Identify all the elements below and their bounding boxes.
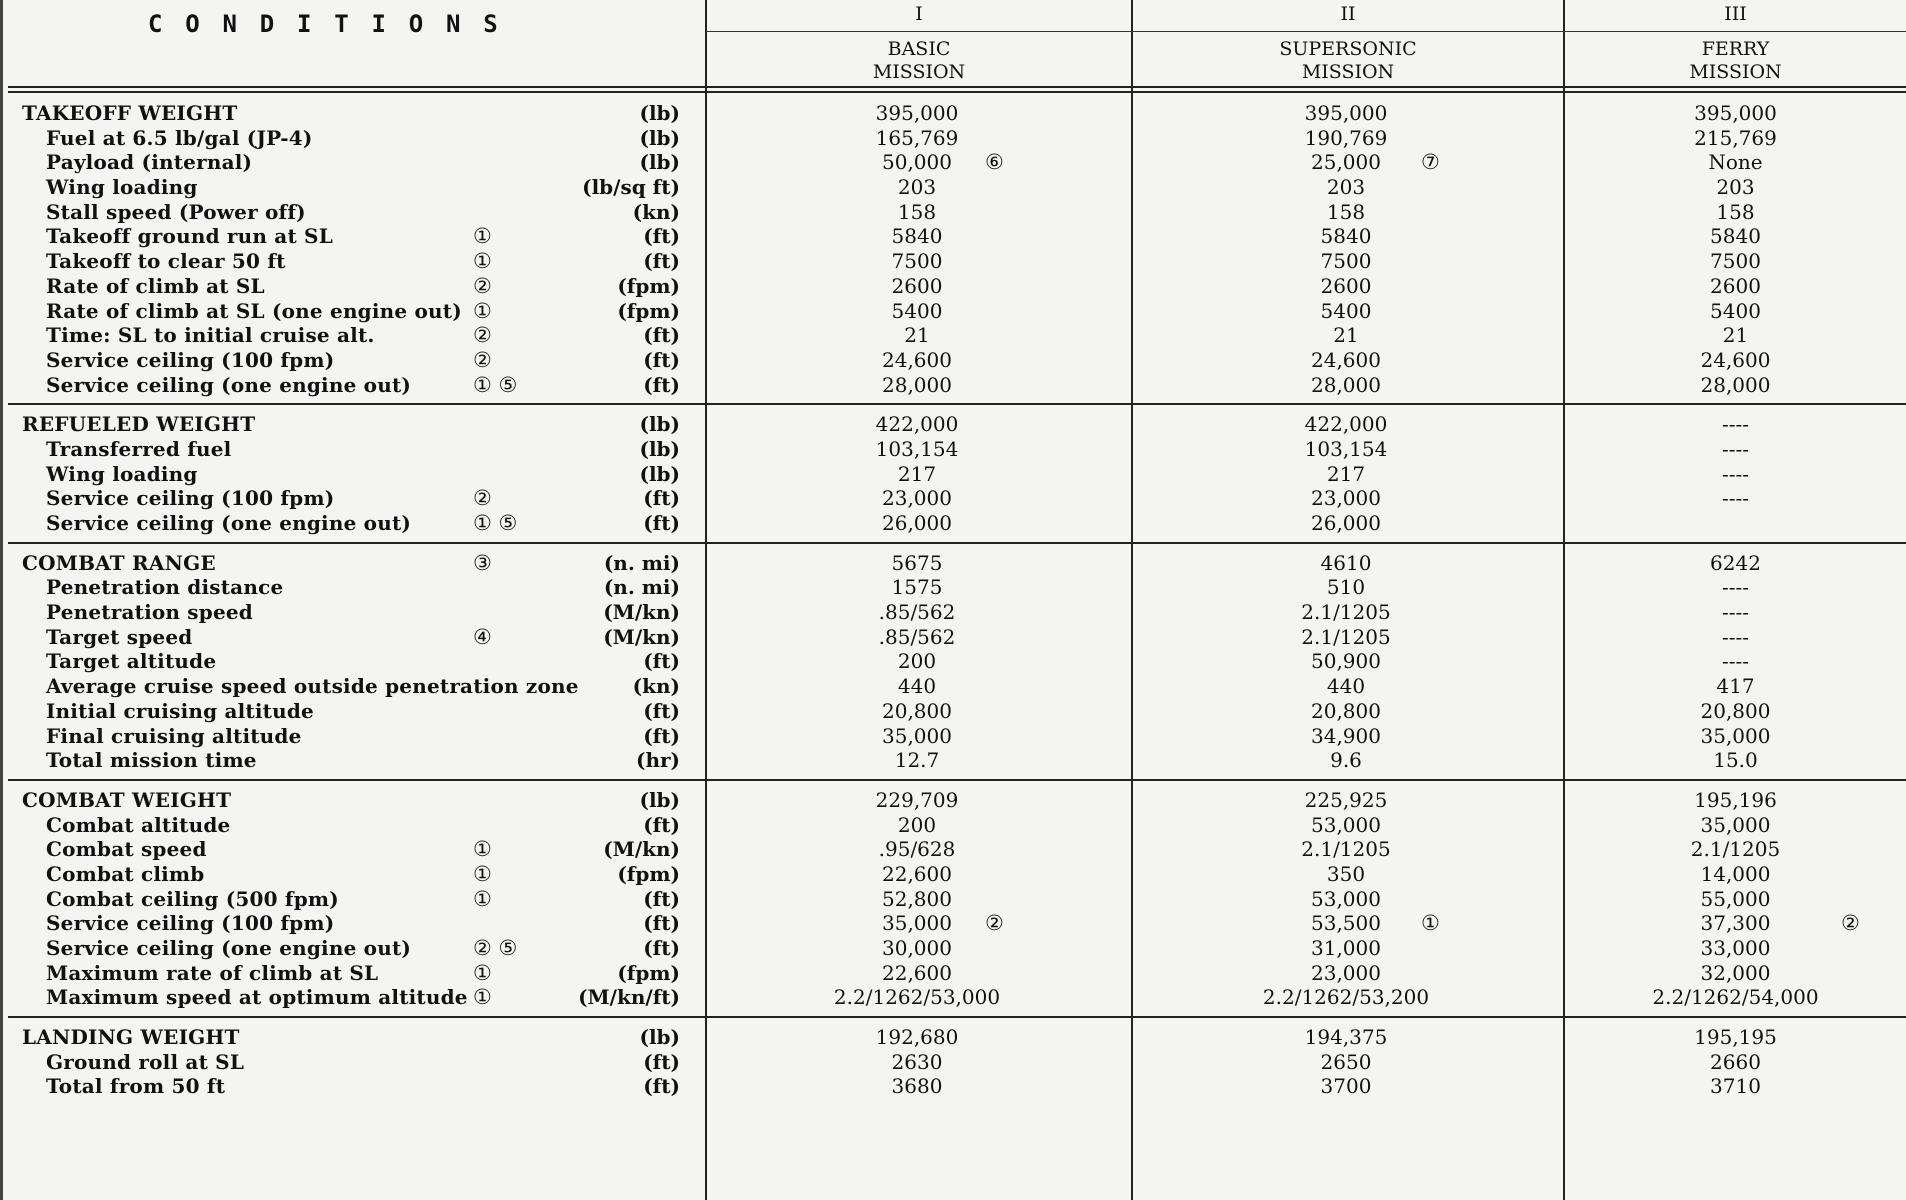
value-basic: 5675 (891, 550, 943, 575)
row-label: Target altitude (46, 649, 217, 674)
value-basic: 12.7 (894, 748, 940, 773)
value-basic: .95/628 (878, 837, 956, 862)
value-basic: 23,000 (882, 486, 952, 511)
row-unit: (lb/sq ft) (582, 175, 680, 200)
row-label: Service ceiling (100 fpm) (46, 911, 335, 936)
section-heading-row (0, 551, 1906, 576)
column-header-ferry (1565, 0, 1906, 88)
value-ferry: 195,195 (1694, 1025, 1777, 1050)
value-ferry: ---- (1721, 436, 1750, 461)
value-supersonic: 217 (1326, 461, 1366, 486)
value-basic: 30,000 (882, 936, 952, 960)
table-row (0, 437, 1906, 462)
value-basic: 50,000 (882, 150, 952, 175)
row-unit: (lb) (639, 787, 680, 812)
value-ferry: 2.1/1205 (1690, 837, 1781, 862)
row-label: Rate of climb at SL (46, 273, 265, 298)
value-ferry: ---- (1721, 649, 1750, 674)
value-footnote-basic: ⑥ (985, 150, 1004, 175)
table-row (0, 985, 1906, 1010)
value-basic: 2630 (891, 1049, 943, 1074)
table-body (0, 93, 1906, 1105)
row-unit: (kn) (632, 199, 680, 224)
value-ferry: 28,000 (1700, 372, 1771, 397)
value-basic: 192,680 (875, 1025, 959, 1050)
value-footnote-supersonic: ① (1421, 911, 1440, 936)
row-unit: (fpm) (617, 861, 680, 886)
value-supersonic: 5400 (1320, 298, 1372, 323)
value-basic: 24,600 (882, 347, 952, 372)
table-row (0, 274, 1906, 299)
row-unit: (fpm) (617, 298, 680, 323)
table-row (0, 887, 1906, 912)
value-supersonic: 34,900 (1311, 723, 1381, 748)
footnote-markers: ① (473, 224, 492, 249)
row-label: Service ceiling (one engine out) (46, 936, 412, 960)
value-supersonic: 9.6 (1330, 748, 1362, 773)
value-supersonic: 53,500 (1311, 911, 1381, 936)
value-basic: 217 (897, 461, 937, 486)
row-unit: (ft) (643, 911, 680, 936)
value-basic: 35,000 (882, 911, 952, 936)
value-supersonic: 5840 (1320, 224, 1372, 249)
value-basic: 22,600 (882, 960, 952, 985)
table-section (0, 1018, 1906, 1105)
value-supersonic: 225,925 (1304, 787, 1388, 812)
footnote-markers: ② (473, 486, 492, 511)
value-footnote-supersonic: ⑦ (1421, 150, 1440, 175)
value-supersonic: 23,000 (1311, 960, 1381, 985)
row-label: Maximum rate of climb at SL (46, 960, 379, 985)
column-numeral: II (1340, 3, 1356, 25)
row-unit: (ft) (643, 372, 680, 397)
value-ferry: 15.0 (1713, 748, 1758, 773)
table-row (0, 600, 1906, 625)
value-ferry: 2.2/1262/54,000 (1652, 985, 1819, 1010)
value-ferry: 35,000 (1700, 812, 1771, 837)
row-unit: (lb) (639, 1025, 680, 1050)
footnote-markers: ① (473, 960, 492, 985)
value-supersonic: 2.1/1205 (1301, 837, 1391, 862)
value-basic: 200 (897, 649, 937, 674)
value-supersonic: 28,000 (1311, 372, 1381, 397)
value-basic: .85/562 (878, 600, 956, 625)
table-row (0, 150, 1906, 175)
value-supersonic: 23,000 (1311, 486, 1381, 511)
value-supersonic: 158 (1326, 199, 1366, 224)
footnote-markers: ① (473, 249, 492, 274)
value-ferry: 203 (1716, 175, 1755, 200)
row-unit: (n. mi) (603, 550, 680, 575)
table-row (0, 724, 1906, 749)
value-basic: .85/562 (878, 624, 956, 649)
row-label: Wing loading (46, 461, 198, 486)
row-label: Penetration distance (46, 575, 284, 600)
value-ferry: ---- (1721, 486, 1750, 511)
value-supersonic: 26,000 (1311, 511, 1381, 535)
row-label: Takeoff to clear 50 ft (46, 249, 286, 274)
row-label: Final cruising altitude (46, 723, 302, 748)
value-ferry: 55,000 (1700, 886, 1771, 911)
table-row (0, 1050, 1906, 1075)
value-footnote-basic: ② (985, 911, 1004, 936)
value-ferry: ---- (1721, 575, 1750, 600)
row-unit: (kn) (632, 674, 680, 699)
row-label: Initial cruising altitude (46, 698, 314, 723)
column-numeral: I (915, 3, 923, 25)
value-ferry: 32,000 (1700, 960, 1771, 985)
table-row (0, 486, 1906, 511)
table-row (0, 813, 1906, 838)
row-label: Rate of climb at SL (one engine out) (46, 298, 462, 323)
table-row (0, 649, 1906, 674)
value-basic: 22,600 (882, 861, 952, 886)
row-label: Service ceiling (one engine out) (46, 511, 412, 535)
value-ferry: 2660 (1710, 1049, 1761, 1074)
value-supersonic: 203 (1326, 175, 1366, 200)
value-supersonic: 21 (1333, 323, 1359, 348)
table-row (0, 961, 1906, 986)
value-supersonic: 2650 (1320, 1049, 1372, 1074)
footnote-markers: ① (473, 298, 492, 323)
value-ferry: 6242 (1710, 550, 1761, 575)
table-row (0, 748, 1906, 773)
table-row (0, 1074, 1906, 1099)
row-label: COMBAT RANGE (22, 550, 216, 575)
value-supersonic: 7500 (1320, 249, 1372, 274)
row-unit: (ft) (643, 347, 680, 372)
value-ferry: 417 (1716, 674, 1755, 699)
row-unit: (ft) (643, 323, 680, 348)
value-ferry: None (1708, 150, 1763, 175)
value-supersonic: 422,000 (1304, 412, 1388, 437)
row-unit: (ft) (643, 723, 680, 748)
value-supersonic: 24,600 (1311, 347, 1381, 372)
row-label: Wing loading (46, 175, 198, 200)
table-row (0, 837, 1906, 862)
row-unit: (M/kn) (603, 624, 680, 649)
row-unit: (fpm) (617, 273, 680, 298)
value-basic: 5840 (891, 224, 943, 249)
value-basic: 21 (904, 323, 930, 348)
column-header-supersonic (1133, 0, 1563, 88)
value-supersonic: 395,000 (1304, 101, 1388, 125)
row-unit: (lb) (639, 461, 680, 486)
value-ferry: 21 (1722, 323, 1749, 348)
table-row (0, 575, 1906, 600)
row-label: Maximum speed at optimum altitude (46, 985, 468, 1010)
table-row (0, 200, 1906, 225)
row-label: Combat climb (46, 861, 205, 886)
value-ferry: 215,769 (1694, 125, 1777, 150)
value-supersonic: 2.2/1262/53,200 (1262, 985, 1430, 1010)
row-label: Fuel at 6.5 lb/gal (JP-4) (46, 125, 313, 150)
footnote-markers: ② (473, 273, 492, 298)
value-ferry: 2600 (1710, 273, 1761, 298)
table-row (0, 126, 1906, 151)
value-basic: 203 (897, 175, 937, 200)
row-unit: (M/kn) (603, 600, 680, 625)
row-unit: (lb) (639, 101, 680, 125)
row-label: Time: SL to initial cruise alt. (46, 323, 375, 348)
value-supersonic: 2.1/1205 (1301, 600, 1391, 625)
value-basic: 229,709 (875, 787, 959, 812)
value-supersonic: 440 (1326, 674, 1366, 699)
row-unit: (ft) (643, 511, 680, 535)
row-unit: (M/kn/ft) (578, 985, 680, 1010)
table-row (0, 373, 1906, 398)
value-ferry: 5840 (1710, 224, 1761, 249)
row-label: LANDING WEIGHT (22, 1025, 240, 1050)
row-label: Total from 50 ft (46, 1074, 226, 1099)
value-supersonic: 190,769 (1304, 125, 1388, 150)
footnote-markers: ② ⑤ (473, 936, 518, 960)
row-label: Penetration speed (46, 600, 253, 625)
row-unit: (hr) (635, 748, 680, 773)
table-row (0, 175, 1906, 200)
value-basic: 3680 (891, 1074, 943, 1099)
footnote-markers: ① (473, 985, 492, 1010)
column-label: FERRY MISSION (1689, 38, 1782, 83)
row-label: Payload (internal) (46, 150, 253, 175)
value-supersonic: 2600 (1320, 273, 1372, 298)
value-supersonic: 350 (1326, 861, 1366, 886)
footnote-markers: ① (473, 886, 492, 911)
value-supersonic: 20,800 (1311, 698, 1381, 723)
value-supersonic: 4610 (1320, 550, 1372, 575)
row-unit: (lb) (639, 150, 680, 175)
value-ferry: 33,000 (1700, 936, 1771, 960)
value-basic: 2.2/1262/53,000 (833, 985, 1001, 1010)
value-supersonic: 53,000 (1311, 812, 1381, 837)
value-ferry: 158 (1716, 199, 1755, 224)
row-label: TAKEOFF WEIGHT (22, 101, 238, 125)
value-supersonic: 53,000 (1311, 886, 1381, 911)
row-unit: (lb) (639, 125, 680, 150)
row-unit: (ft) (643, 886, 680, 911)
value-basic: 7500 (891, 249, 943, 274)
table-section (0, 781, 1906, 1016)
column-numeral: III (1724, 3, 1747, 25)
row-unit: (ft) (643, 486, 680, 511)
table-row (0, 462, 1906, 487)
column-label: SUPERSONIC MISSION (1279, 38, 1417, 83)
value-ferry: 37,300 (1700, 911, 1771, 936)
table-row (0, 911, 1906, 936)
row-label: Total mission time (46, 748, 257, 773)
row-label: Target speed (46, 624, 193, 649)
row-label: Service ceiling (one engine out) (46, 372, 412, 397)
value-ferry: 14,000 (1700, 861, 1771, 886)
value-ferry: 20,800 (1700, 698, 1771, 723)
value-supersonic: 3700 (1320, 1074, 1372, 1099)
row-label: Transferred fuel (46, 436, 232, 461)
value-ferry: 195,196 (1694, 787, 1777, 812)
value-basic: 1575 (891, 575, 943, 600)
row-unit: (lb) (639, 412, 680, 437)
column-label: BASIC MISSION (872, 38, 966, 83)
value-supersonic: 103,154 (1304, 436, 1388, 461)
footnote-markers: ② (473, 323, 492, 348)
table-row (0, 224, 1906, 249)
value-basic: 103,154 (875, 436, 959, 461)
value-basic: 20,800 (882, 698, 952, 723)
section-heading-row (0, 101, 1906, 126)
row-unit: (ft) (643, 1049, 680, 1074)
row-unit: (ft) (643, 812, 680, 837)
table-row (0, 862, 1906, 887)
conditions-title: CONDITIONS (148, 10, 521, 38)
value-basic: 422,000 (875, 412, 959, 437)
table-row (0, 299, 1906, 324)
row-label: Service ceiling (100 fpm) (46, 486, 335, 511)
row-unit: (ft) (643, 249, 680, 274)
section-heading-row (0, 1025, 1906, 1050)
value-basic: 28,000 (882, 372, 952, 397)
value-ferry: 7500 (1710, 249, 1761, 274)
table-section (0, 93, 1906, 403)
table-row (0, 699, 1906, 724)
value-ferry: ---- (1721, 600, 1750, 625)
row-label: Combat ceiling (500 fpm) (46, 886, 339, 911)
footnote-markers: ① ⑤ (473, 372, 518, 397)
footnote-markers: ① ⑤ (473, 511, 518, 535)
value-supersonic: 510 (1326, 575, 1366, 600)
table-section (0, 405, 1906, 541)
value-basic: 395,000 (875, 101, 959, 125)
value-ferry: 3710 (1710, 1074, 1761, 1099)
table-row (0, 511, 1906, 536)
table-header (0, 0, 1906, 92)
value-basic: 165,769 (875, 125, 959, 150)
row-label: REFUELED WEIGHT (22, 412, 256, 437)
column-header-basic (707, 0, 1131, 88)
row-unit: (M/kn) (603, 837, 680, 862)
value-supersonic: 25,000 (1311, 150, 1381, 175)
row-unit: (fpm) (617, 960, 680, 985)
footnote-markers: ③ (473, 550, 492, 575)
value-supersonic: 50,900 (1311, 649, 1381, 674)
value-basic: 440 (897, 674, 937, 699)
value-ferry: 395,000 (1694, 101, 1777, 125)
section-heading-row (0, 412, 1906, 437)
row-label: Service ceiling (100 fpm) (46, 347, 335, 372)
footnote-markers: ① (473, 861, 492, 886)
value-ferry: 24,600 (1700, 347, 1771, 372)
header-bottom-rule (8, 86, 1906, 88)
row-unit: (lb) (639, 436, 680, 461)
value-basic: 5400 (891, 298, 943, 323)
value-footnote-ferry: ② (1841, 911, 1860, 936)
footnote-markers: ② (473, 347, 492, 372)
value-ferry: ---- (1721, 412, 1750, 437)
value-basic: 200 (897, 812, 937, 837)
section-heading-row (0, 788, 1906, 813)
table-section (0, 544, 1906, 779)
value-supersonic: 2.1/1205 (1301, 624, 1391, 649)
row-label: COMBAT WEIGHT (22, 787, 232, 812)
value-ferry: ---- (1721, 624, 1750, 649)
row-label: Stall speed (Power off) (46, 199, 306, 224)
value-basic: 52,800 (882, 886, 952, 911)
value-basic: 35,000 (882, 723, 952, 748)
table-row (0, 625, 1906, 650)
row-unit: (ft) (643, 936, 680, 960)
value-ferry: 35,000 (1700, 723, 1771, 748)
table-row (0, 674, 1906, 699)
table-row (0, 936, 1906, 961)
table-row (0, 323, 1906, 348)
row-label: Takeoff ground run at SL (46, 224, 333, 249)
row-unit: (n. mi) (603, 575, 680, 600)
table-row (0, 249, 1906, 274)
footnote-markers: ① (473, 837, 492, 862)
value-supersonic: 31,000 (1311, 936, 1381, 960)
row-label: Combat altitude (46, 812, 231, 837)
value-ferry: 5400 (1710, 298, 1761, 323)
value-supersonic: 194,375 (1304, 1025, 1388, 1050)
row-label: Combat speed (46, 837, 207, 862)
row-label: Ground roll at SL (46, 1049, 245, 1074)
row-label: Average cruise speed outside penetration zone (46, 674, 579, 699)
value-basic: 158 (897, 199, 937, 224)
row-unit: (ft) (643, 1074, 680, 1099)
value-basic: 26,000 (882, 511, 952, 535)
value-basic: 2600 (891, 273, 943, 298)
value-ferry: ---- (1721, 461, 1750, 486)
row-unit: (ft) (643, 649, 680, 674)
row-unit: (ft) (643, 698, 680, 723)
footnote-markers: ④ (473, 624, 492, 649)
row-unit: (ft) (643, 224, 680, 249)
table-row (0, 348, 1906, 373)
